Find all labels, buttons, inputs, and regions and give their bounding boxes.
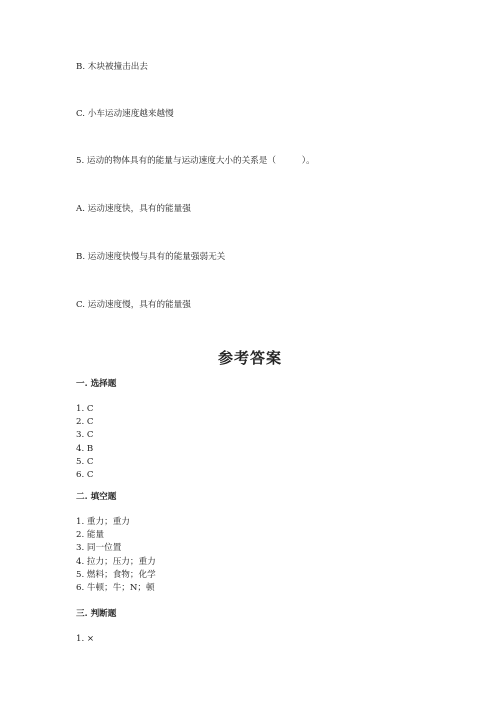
q5-option-b: B. 运动速度快慢与具有的能量强弱无关 [76, 252, 226, 262]
answers-title: 参考答案 [217, 349, 282, 367]
option-b-text: B. 木块被撞击出去 [76, 62, 148, 72]
choice-answers-list [76, 403, 94, 482]
answer-item: 3. C [76, 430, 94, 441]
answer-item: 4. B [76, 443, 94, 454]
answer-item: 1. × [76, 634, 95, 644]
answer-item: 4. 拉力；压力；重力 [76, 556, 156, 567]
q5-option-a: A. 运动速度快，具有的能量强 [76, 204, 191, 214]
fill-answers-list [76, 516, 156, 595]
answer-item: 2. 能量 [76, 530, 105, 541]
answer-item: 1. C [76, 404, 94, 414]
answer-item: 6. C [76, 469, 94, 480]
q5-option-c: C. 运动速度慢，具有的能量强 [76, 300, 191, 310]
question-5-text: 5. 运动的物体具有的能量与运动速度大小的关系是（ ）。 [76, 156, 315, 166]
option-c-text: C. 小车运动速度越来越慢 [76, 109, 174, 119]
section-heading-fill: 二. 填空题 [76, 492, 117, 502]
answer-item: 5. C [76, 456, 94, 467]
answer-item: 3. 同一位置 [76, 543, 122, 554]
judge-answers-list [76, 633, 94, 646]
answer-item: 2. C [76, 417, 94, 428]
section-heading-choice: 一. 选择题 [76, 379, 117, 389]
section-heading-judge: 三. 判断题 [76, 609, 117, 619]
answer-item: 5. 燃料；食物；化学 [76, 569, 156, 580]
answer-item: 6. 牛顿；牛；N；顿 [76, 582, 155, 593]
answer-item: 1. 重力；重力 [76, 517, 130, 527]
